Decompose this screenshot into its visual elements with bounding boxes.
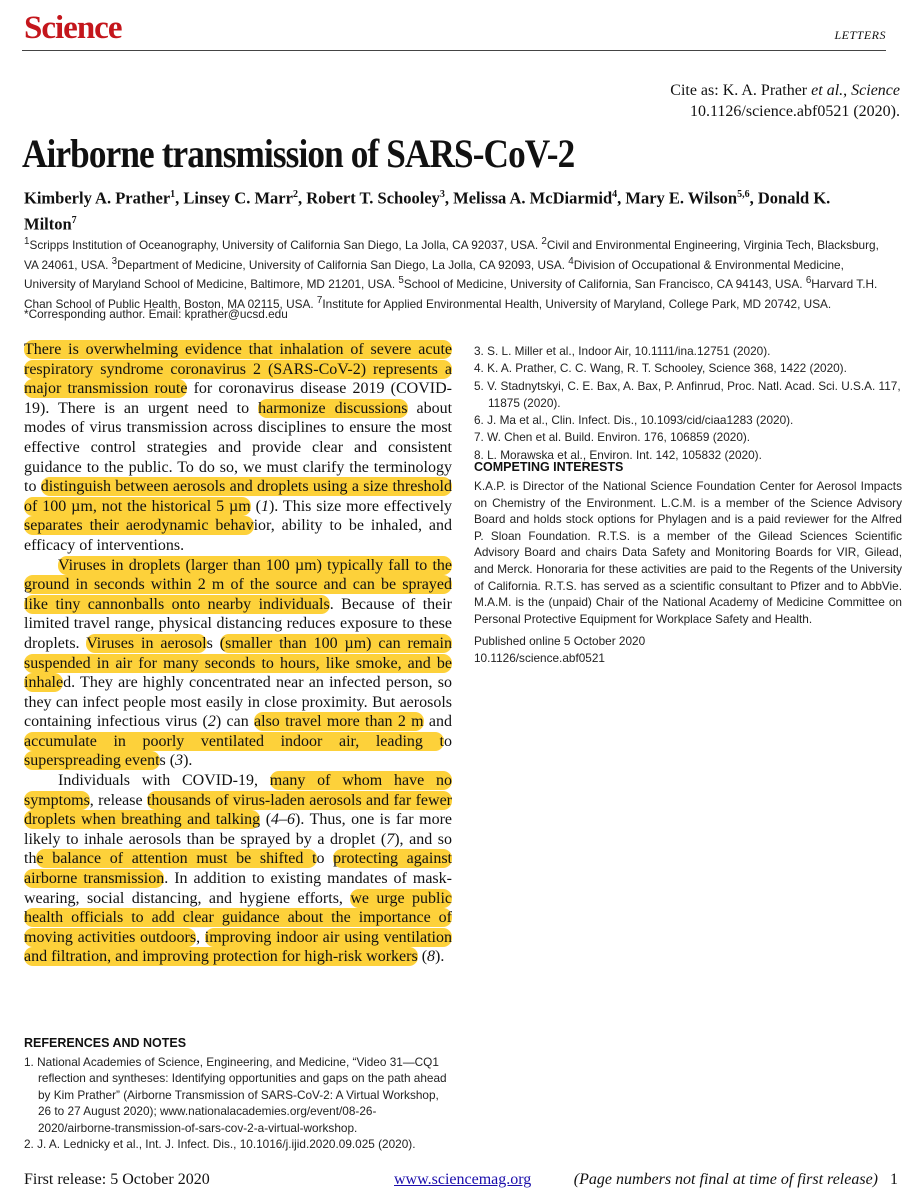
author-sup: 4 bbox=[612, 189, 618, 200]
affiliation-text: School of Medicine, University of California, San Francisco, CA 94143, USA. bbox=[403, 277, 803, 292]
body-paragraph bbox=[24, 556, 452, 772]
affiliation-sup: 2 bbox=[541, 236, 547, 247]
highlighted-text: also travel more than 2 m bbox=[254, 713, 424, 731]
affiliation-text: Department of Medicine, University of California San Diego, La Jolla, CA 92093, USA. bbox=[117, 257, 565, 272]
author-sup: 5,6 bbox=[737, 189, 750, 200]
reference-item: 3. S. L. Miller et al., Indoor Air, 10.1111/ina.12751 (2020). bbox=[474, 344, 771, 358]
body-text: o bbox=[444, 732, 452, 750]
body-text: s bbox=[206, 634, 220, 652]
author-name: Kimberly A. Prather bbox=[24, 188, 171, 208]
highlighted-text: e balance of attention must be shifted t bbox=[36, 850, 317, 868]
references-heading: REFERENCES AND NOTES bbox=[24, 1036, 187, 1050]
body-text: . In addition to existing mandates of mask-wearing, social distancing, and hygiene efforts, bbox=[24, 870, 452, 907]
affiliation-sup: 3 bbox=[111, 255, 118, 267]
body-text: and bbox=[423, 713, 452, 731]
page-number: 1 bbox=[890, 1171, 898, 1188]
body-text: . Because of their limited travel range, physical distancing reduces exposure to these droplets. bbox=[24, 595, 453, 652]
page-number-note: (Page numbers not final at time of first release) bbox=[573, 1171, 878, 1188]
citation-line-1 bbox=[670, 80, 900, 101]
highlighted-text: Viruses in aerosol bbox=[86, 634, 207, 652]
citation-block bbox=[670, 80, 900, 122]
page-note bbox=[574, 1171, 898, 1189]
citation-journal: Science bbox=[851, 82, 900, 99]
affiliation-text: Civil and Environmental Engineering, Virginia Tech, Blacksburg, VA 24061, USA. bbox=[24, 237, 879, 272]
published-date: Published online 5 October 2020 bbox=[474, 634, 646, 648]
body-text: s ( bbox=[159, 752, 176, 770]
corresponding-author: *Corresponding author. Email: kprather@ucsd.edu bbox=[24, 307, 288, 321]
competing-interests-heading: COMPETING INTERESTS bbox=[474, 460, 624, 474]
highlighted-text: separates their aerodynamic behav bbox=[24, 517, 254, 535]
article-body bbox=[24, 340, 452, 967]
highlighted-text: distinguish between aerosols and droplets using a size threshold of 100 µm, not the historical 5 µm bbox=[24, 478, 452, 515]
section-label: LETTERS bbox=[834, 28, 886, 42]
article-title: Airborne transmission of SARS-CoV-2 bbox=[22, 131, 575, 176]
body-text: ). This size more effectively bbox=[268, 497, 453, 515]
reference-item: 6. J. Ma et al., Clin. Infect. Dis., 10.1093/cid/ciaa1283 (2020). bbox=[474, 413, 794, 428]
author-sup: 1 bbox=[170, 189, 176, 200]
citation-etal: et al. bbox=[811, 82, 844, 99]
header-divider bbox=[22, 50, 886, 51]
highlighted-text: (smaller than 100 µm) can remain suspended in air for many seconds to hours, like smoke, and be inhale bbox=[24, 634, 452, 692]
body-text: ( bbox=[250, 497, 261, 515]
body-text: ). bbox=[183, 752, 193, 770]
affiliations bbox=[24, 234, 884, 313]
body-text: for coronavirus disease 2019 (COVID-19). There is an urgent need to bbox=[24, 380, 452, 417]
release-date: First release: 5 October 2020 bbox=[24, 1171, 210, 1188]
author-name: Mary E. Wilson bbox=[625, 188, 738, 208]
affiliation-text: Harvard T.H. Chan School of Public Health, Boston, MA 02115, USA. bbox=[24, 277, 878, 312]
site-link[interactable]: www.sciencemag.org bbox=[394, 1171, 532, 1188]
body-text: about modes of virus transmission across disciplines to ensure the most effective control strategies and provide clear and consistent guidance to the public. To do so, we must clarify the terminology to bbox=[24, 399, 453, 496]
body-text: d. They are highly concentrated near an infected person, so they can infect people most easily in close proximity. But aerosols containing infectious virus ( bbox=[24, 674, 452, 731]
publication-info bbox=[474, 633, 645, 666]
citation-line-2: 10.1126/science.abf0521 (2020). bbox=[689, 103, 900, 120]
author-sup: 3 bbox=[439, 189, 445, 200]
body-text: ). Thus, one is far more likely to inhale aerosols than be sprayed by a droplet ( bbox=[24, 811, 453, 848]
body-text: ( bbox=[417, 948, 428, 966]
highlighted-text: improving indoor air using ventilation and filtration, and improving protection for high-risk workers bbox=[24, 928, 452, 966]
highlighted-text: harmonize discussions bbox=[258, 399, 408, 417]
highlighted-text: many of whom have no symptoms bbox=[24, 772, 452, 809]
body-text: ) can bbox=[215, 713, 255, 731]
science-logo[interactable]: Science bbox=[24, 10, 122, 46]
highlighted-text: accumulate in poorly ventilated indoor air, leading t bbox=[24, 732, 444, 750]
references-list-right bbox=[474, 343, 902, 464]
published-doi: 10.1126/science.abf0521 bbox=[474, 650, 605, 665]
reference-item: 8. L. Morawska et al., Environ. Int. 142, 105832 (2020). bbox=[474, 447, 762, 462]
author-list: Kimberly A. Prather$^1$, Linsey C. Marr$^2$, Robert T. Schooley$^3$, Melissa A. McDiarmid$^4$, Mary E. Wilson$^{5,6}$, Donald K. Milton$^7$ bbox=[24, 188, 831, 233]
affiliation-text: Scripps Institution of Oceanography, University of California San Diego, La Jolla, CA 92037, USA. bbox=[29, 237, 539, 252]
highlighted-text: Viruses in droplets (larger than 100 µm) typically fall to the ground in seconds within 2 m of the source and can be sprayed like tiny cannonballs onto nearby individuals bbox=[24, 556, 452, 613]
affiliation-text: Institute for Applied Environmental Health, University of Maryland, College Park, MD 20742, USA. bbox=[322, 297, 832, 312]
body-paragraph bbox=[24, 340, 452, 556]
reference-number: 7 bbox=[386, 830, 395, 848]
reference-number: 2 bbox=[207, 713, 216, 731]
highlighted-text: thousands of virus-laden aerosols and far fewer droplets when breathing and talking bbox=[24, 791, 452, 829]
body-text: o bbox=[316, 850, 334, 868]
highlighted-text: There is overwhelming evidence that inhalation of severe acute respiratory syndrome coronavirus 2 (SARS-CoV-2) represents a major transmission route bbox=[24, 341, 452, 398]
reference-item: 1. National Academies of Science, Engineering, and Medicine, “Video 31—CQ1 reflection and syntheses: Identifying opportunities and gaps on the path ahead by Kim Prather” (Airborne Transmission of SARS-CoV-2: A Virtual Workshop, 26 to 27 August 2020); www.nationalacademies.org/event/08-26-2020/airborne-transmission-of-sars-cov-2-a-virtual-workshop. bbox=[24, 1055, 447, 1135]
highlighted-text: we urge public health officials to add clear guidance about the importance of moving activities outdoors bbox=[24, 889, 452, 946]
body-text: , release bbox=[89, 791, 147, 809]
reference-item: 5. V. Stadnytskyi, C. E. Bax, A. Bax, P. Anfinrud, Proc. Natl. Acad. Sci. U.S.A. 117, 11875 (2020). bbox=[474, 378, 901, 410]
affiliation-sup: 5 bbox=[398, 275, 404, 287]
author-name: Robert T. Schooley bbox=[306, 188, 440, 208]
reference-item: 4. K. A. Prather, C. C. Wang, R. T. Schooley, Science 368, 1422 (2020). bbox=[474, 361, 847, 376]
author-name: Linsey C. Marr bbox=[183, 188, 293, 208]
references-list-left bbox=[24, 1054, 452, 1152]
reference-number: 3 bbox=[175, 752, 184, 770]
body-text: ). bbox=[435, 948, 445, 966]
body-text: ), and so th bbox=[24, 830, 453, 868]
reference-item: 7. W. Chen et al. Build. Environ. 176, 106859 (2020). bbox=[474, 430, 751, 445]
highlighted-text: protecting against airborne transmission bbox=[24, 850, 452, 888]
affiliation-sup: 7 bbox=[316, 295, 323, 307]
citation-authors: Cite as: K. A. Prather bbox=[670, 82, 812, 99]
reference-number: 4–6 bbox=[271, 811, 296, 829]
reference-number: 8 bbox=[427, 948, 436, 966]
competing-interests-text: K.A.P. is Director of the National Science Foundation Center for Aerosol Impacts on Chemistry of the Environment. L.C.M. is a member of the Science Advisory Board and holds stock options for Phylagen and is a paid reviewer for the Alfred P. Sloan Foundation. R.T.S. is a member of the Gilead Sciences Scientific Advisory Board and chairs Data Safety and Monitoring Boards for VIR, Gilead, and Merck. Honoraria for these activities are paid to the Regents of the University of California. R.T.S. has served as a scientific consultant to Pfizer and to AbbVie. M.A.M. is the (unpaid) Chair of the National Academy of Medicine Committee on Personal Protective Equipment for Workplace Safety and Health. bbox=[474, 479, 902, 626]
citation-separator: , bbox=[843, 82, 852, 99]
affiliation-sup: 1 bbox=[24, 236, 30, 247]
reference-number: 1 bbox=[260, 497, 269, 515]
body-text: , bbox=[196, 928, 205, 946]
highlighted-text: superspreading event bbox=[24, 752, 160, 770]
author-sup: 2 bbox=[292, 189, 298, 200]
body-paragraph bbox=[24, 771, 452, 967]
body-text: ( bbox=[260, 811, 272, 829]
affiliation-text: Division of Occupational & Environmental Medicine, University of Maryland School of Medicine, Baltimore, MD 21201, USA. bbox=[24, 257, 844, 292]
author-name: Melissa A. McDiarmid bbox=[453, 188, 613, 208]
affiliation-sup: 4 bbox=[568, 255, 574, 267]
author-sup: 7 bbox=[71, 214, 77, 226]
body-text: ior, ability to be inhaled, and efficacy of interventions. bbox=[24, 517, 452, 554]
reference-item: 2. J. A. Lednicky et al., Int. J. Infect. Dis., 10.1016/j.ijid.2020.09.025 (2020). bbox=[24, 1137, 416, 1152]
author-name: Donald K. Milton bbox=[24, 188, 831, 233]
affiliation-sup: 6 bbox=[805, 275, 812, 287]
body-text: Individuals with COVID-19, bbox=[58, 772, 270, 790]
